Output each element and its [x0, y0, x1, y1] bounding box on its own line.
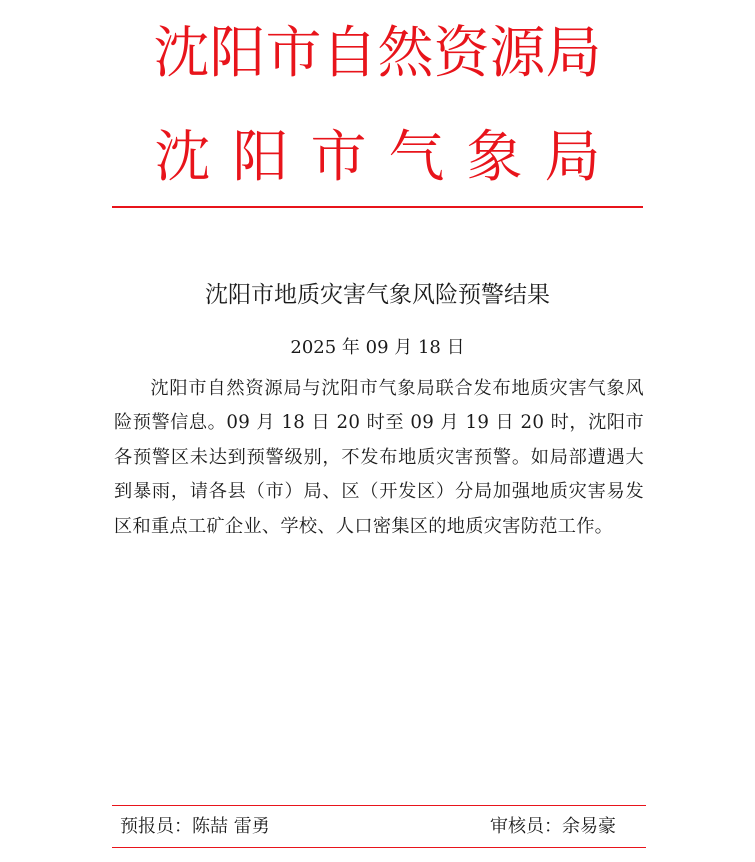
issuing-org-natural-resources: 沈阳市自然资源局 [153, 21, 602, 86]
document-body: 沈阳市自然资源局与沈阳市气象局联合发布地质灾害气象风险预警信息。09 月 18 日 20 时至 09 月 19 日 20 时，沈阳市各预警区未达到预警级别，不发布地质灾害预警。如局部遭遇大到暴雨，请各县（市）局、区（开发区）分局加强地质灾害易发区和重点工矿企业、学校、人口密集区的地质灾害防范工作。 [114, 378, 644, 537]
footer-divider-bottom [112, 847, 646, 848]
footer-divider-top [112, 805, 646, 806]
forecaster-credit: 预报员：陈喆 雷勇 [120, 816, 270, 837]
reviewer-credit: 审核员：余易豪 [490, 816, 616, 837]
header-divider [112, 206, 643, 208]
issuing-org-meteorology: 沈阳市气象局 [154, 125, 623, 190]
document-date: 2025 年 09 月 18 日 [290, 337, 465, 358]
document-title: 沈阳市地质灾害气象风险预警结果 [205, 282, 550, 308]
